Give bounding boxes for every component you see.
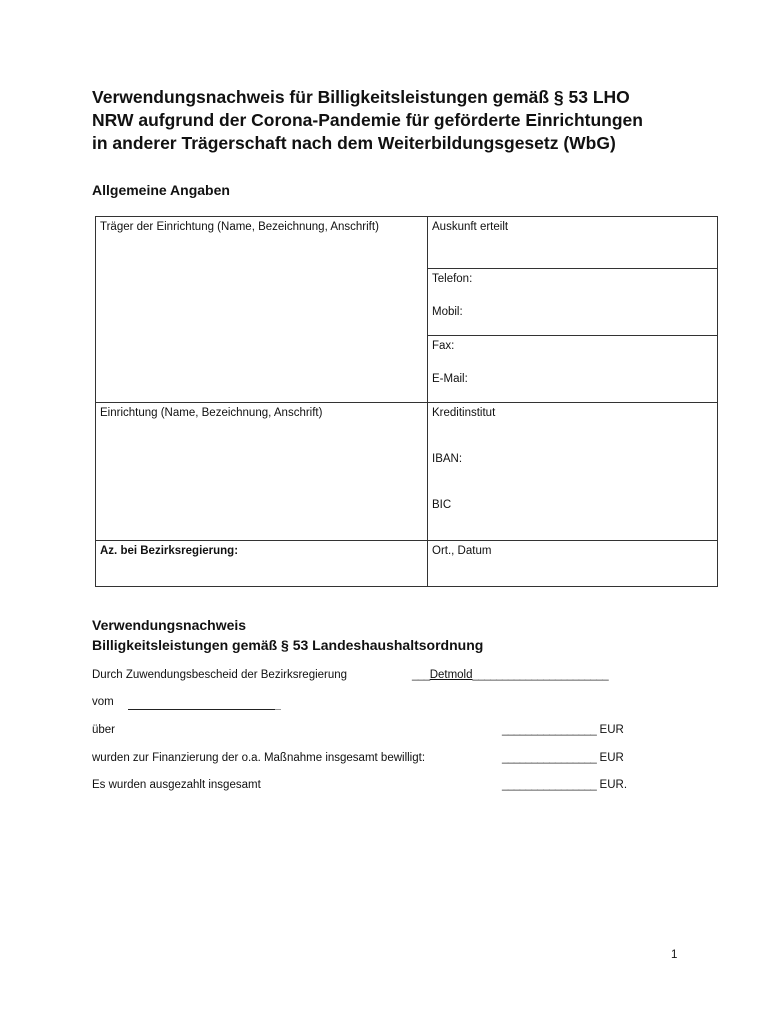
bezirksregierung-field[interactable] — [412, 669, 608, 681]
ausgezahlt-amount-field[interactable] — [502, 779, 627, 791]
iban-label: IBAN: — [432, 453, 463, 465]
bewilligt-eur-label: EUR — [599, 752, 624, 764]
bezirksregierung-prefix: ___ — [412, 669, 430, 681]
auskunft-label: Auskunft erteilt — [432, 221, 509, 233]
bezirksregierung-value: Detmold — [429, 669, 473, 681]
ausgezahlt-amount-blank: ________________ — [502, 779, 597, 791]
ueber-eur-label: EUR — [599, 724, 624, 736]
ort-datum-label: Ort., Datum — [432, 545, 492, 557]
title-line-3: in anderer Trägerschaft nach dem Weiterbildungsgesetz (WbG) — [92, 133, 616, 153]
bezirksregierung-suffix: _______________________ — [472, 669, 609, 681]
title-line-2: NRW aufgrund der Corona-Pandemie für geförderte Einrichtungen — [92, 110, 643, 130]
bewilligt-amount-field[interactable] — [502, 752, 624, 764]
title-line-1: Verwendungsnachweis für Billigkeitsleistungen gemäß § 53 LHO — [92, 87, 630, 107]
document-title — [92, 86, 712, 155]
ueber-label: über — [92, 724, 116, 736]
general-info-table — [95, 216, 718, 587]
traeger-label: Träger der Einrichtung (Name, Bezeichnung, Anschrift) — [100, 221, 379, 233]
fax-label: Fax: — [432, 340, 455, 352]
einrichtung-cell[interactable] — [96, 403, 428, 541]
bank-cell[interactable] — [428, 403, 718, 541]
section-subheading-billigkeit: Billigkeitsleistungen gemäß § 53 Landeshaushaltsordnung — [92, 637, 484, 653]
section-heading-verwendungsnachweis: Verwendungsnachweis — [92, 617, 247, 633]
email-label: E-Mail: — [432, 373, 468, 385]
ueber-amount-field[interactable] — [502, 724, 624, 736]
traeger-cell[interactable] — [96, 217, 428, 403]
bic-label: BIC — [432, 499, 452, 511]
bewilligt-label: wurden zur Finanzierung der o.a. Maßnahme insgesamt bewilligt: — [92, 752, 426, 764]
ausgezahlt-eur-label: EUR. — [599, 779, 628, 791]
bewilligt-amount-blank: ________________ — [502, 752, 597, 764]
einrichtung-label: Einrichtung (Name, Bezeichnung, Anschrift) — [100, 407, 323, 419]
telefon-mobil-cell[interactable] — [428, 269, 718, 336]
kreditinstitut-label: Kreditinstitut — [432, 407, 496, 419]
section-heading-general: Allgemeine Angaben — [92, 182, 230, 198]
az-label: Az. bei Bezirksregierung: — [100, 545, 239, 557]
zuwendung-text: Durch Zuwendungsbescheid der Bezirksregierung — [92, 669, 348, 681]
fax-email-cell[interactable] — [428, 336, 718, 403]
az-cell[interactable] — [96, 541, 428, 587]
page-number: 1 — [671, 949, 678, 961]
ort-datum-cell[interactable] — [428, 541, 718, 587]
mobil-label: Mobil: — [432, 306, 463, 318]
telefon-label: Telefon: — [432, 273, 473, 285]
ausgezahlt-label: Es wurden ausgezahlt insgesamt — [92, 779, 261, 791]
vom-date-field[interactable] — [128, 709, 275, 710]
ueber-amount-blank: ________________ — [502, 724, 597, 736]
auskunft-cell[interactable] — [428, 217, 718, 269]
vom-label: vom — [92, 696, 114, 708]
